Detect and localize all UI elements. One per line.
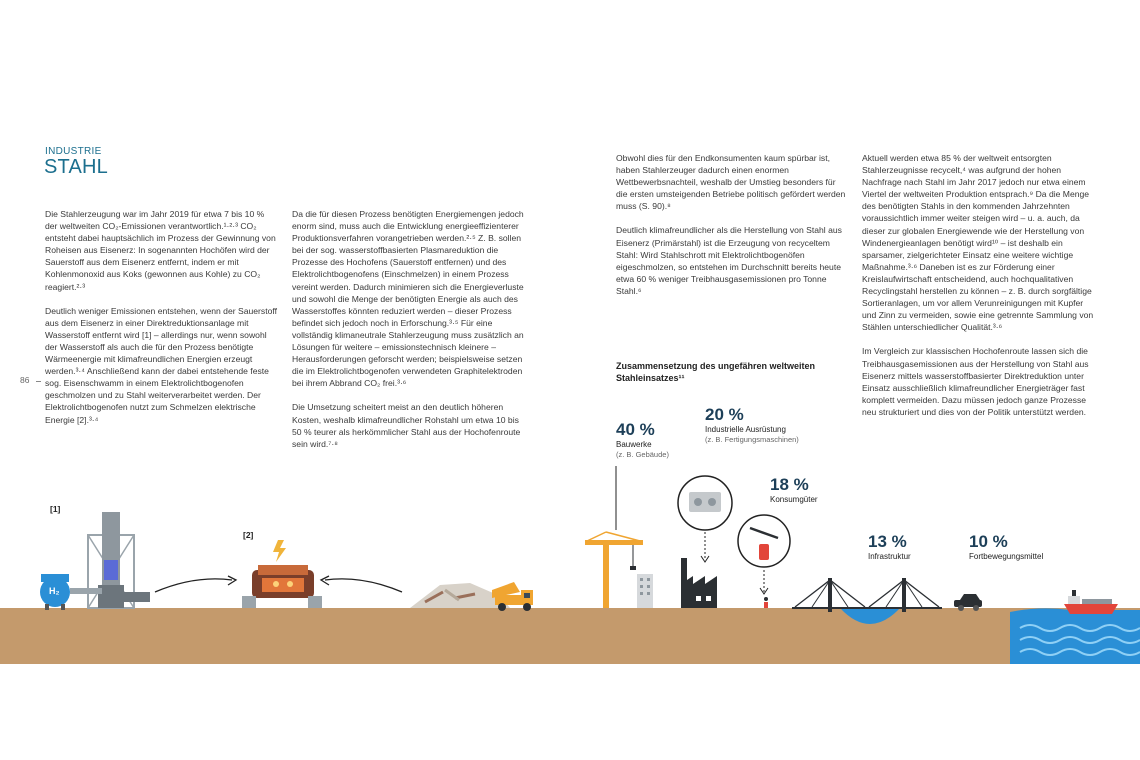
dump-truck-icon bbox=[492, 582, 533, 611]
segment-percent: 13 % bbox=[868, 532, 907, 551]
consumer-goods-callout-icon bbox=[738, 515, 790, 567]
paragraph: Deutlich klimafreundlicher als die Herstellung von Stahl aus Eisenerz (Primärstahl) ist die Erzeugung von recyceltem Stahl: Wird Stahlschrott mit Elektrolichtbogenöfen eigeschmolzen, so entstehen im Durchschnitt bereits heute etwa 60 % weniger Treibhausgasemissionen pro Tonne Stahl.⁶ bbox=[616, 225, 842, 296]
direct-reduction-plant-icon bbox=[70, 512, 150, 608]
paragraph: Deutlich weniger Emissionen entstehen, wenn der Sauerstoff aus dem Eisenerz in einer Direktreduktionsanlage mit Wasserstoff entfernt wird [1] – allerdings nur, wenn sowohl der Wasserstoff als auch die für den Prozess benötigte Wärmeenergie mit klimafreundlichen Energien erzeugt werden.³·⁴ Anschließend kann der dabei entstehende feste sog. Eisenschwamm in einem Elektrolichtbogenofen geschmolzen und zu Stahl weiterverarbeitet werden. Der Elektrolichtbogenofen nutzt zum Schmelzen elektrische Energie [2].³·⁴ bbox=[45, 305, 278, 425]
paragraph: Da die für diesen Prozess benötigten Energiemengen jedoch enorm sind, muss auch die Entwicklung energieeffizienterer Produktionsverfahren vorangetrieben werden.²·⁵ Z. B. sollen bei der sog. wasserstoffbasierten Plasmareduktion die Prozesse des Hochofens (Sauerstoff entfernen) und des Elektrolichtbogenofens (Einschmelzen) in einem Prozess vereint werden. Dadurch minimieren sich die Energieverluste und sowohl die Menge der benötigten Energie als auch des Wasserstoffes könnten reduziert werden – dieser Prozess befindet sich jedoch noch in Erforschung.³·⁵ Für eine vollständig klimaneutrale Stahlerzeugung muss zusätzlich an Lösungen für weitere – emissionstechnisch kleinere – Herausforderungen geforscht werden; beispielsweise setzen die im Elektrolichtbogenofen verwendeten Graphitelektroden bei ihrem Abbrand CO₂ frei.³·⁶ bbox=[292, 209, 524, 389]
page-number: 86 bbox=[20, 375, 30, 385]
process-arrow bbox=[321, 576, 402, 592]
section-kicker: INDUSTRIE bbox=[45, 146, 102, 157]
building-icon bbox=[637, 574, 653, 608]
segment-sublabel: (z. B. Gebäude) bbox=[616, 450, 669, 459]
machinery-callout-icon bbox=[678, 476, 732, 530]
construction-crane-icon bbox=[585, 532, 643, 608]
paragraph: Obwohl dies für den Endkonsumenten kaum spürbar ist, haben Stahlerzeuger dadurch einen enormen Wettbewerbsnachteil, weshalb der Umstieg besonders für die ersten umsteigenden Betriebe politisch gefördert werden muss (S. 90).⁸ bbox=[616, 153, 846, 212]
segment-industrial-equipment bbox=[705, 405, 799, 445]
segment-sublabel: (z. B. Fertigungsmaschinen) bbox=[705, 435, 799, 444]
segment-percent: 10 % bbox=[969, 532, 1008, 551]
segment-label: Konsumgüter bbox=[770, 495, 818, 504]
ship-icon bbox=[1064, 590, 1118, 614]
marker-2-label: [2] bbox=[243, 530, 254, 540]
segment-percent: 40 % bbox=[616, 420, 655, 439]
page-title: STAHL bbox=[44, 156, 108, 178]
person-icon bbox=[764, 597, 768, 608]
segment-consumer-goods bbox=[770, 475, 818, 505]
marker-1-label: [1] bbox=[50, 504, 61, 514]
segment-construction bbox=[616, 420, 669, 460]
segment-label: Bauwerke bbox=[616, 440, 652, 449]
paragraph: Aktuell werden etwa 85 % der weltweit entsorgten Stahlerzeugnisse recycelt,⁴ was aufgrund der hohen Nachfrage nach Stahl im Jahr 2017 jedoch nur etwa einem Viertel der weltweiten Produktion entsprach.⁹ Da die Menge des benötigten Stahls in den kommenden Jahrzehnten voraussichtlich immer weiter steigen wird – u. a. auch, da dieser zur globalen Energiewende wie der Herstellung von Windenergieanlagen benötigt wird¹⁰ – ist deshalb ein sparsamer, zielgerichteter Einsatz eine weitere wichtige Maßnahme.³·⁶ Daneben ist es zur Förderung einer Kreislaufwirtschaft entscheidend, auch hochqualitativen Recyclingstahl herstellen zu können – z. B. durch sorgfältige Sortieranlagen, um vor allem Verunreinigungen mit Kupfer und Zinn zu vermeiden, sowie eine getrennte Sammlung von Stählen unterschiedlicher Qualität.³·⁶ bbox=[862, 153, 1094, 333]
segment-label: Fortbewegungsmittel bbox=[969, 552, 1044, 561]
segment-transport bbox=[969, 532, 1043, 562]
factory-icon bbox=[681, 558, 717, 608]
paragraph: Im Vergleich zur klassischen Hochofenroute lassen sich die Treibhausgasemissionen aus der Herstellung von Stahl aus Eisenerz mittels wasserstoffbasierter Direktreduktion unter Einsatz ausschließlich klimafreundlicher Energieträger fast komplett vermeiden. Dazu müssen jedoch ganze Prozesse neu strukturiert und dies von der Politik unterstützt werden. bbox=[862, 346, 1089, 417]
ground bbox=[0, 608, 1140, 664]
segment-percent: 18 % bbox=[770, 475, 809, 494]
segment-label: Industrielle Ausrüstung bbox=[705, 425, 786, 434]
figure-title: Zusammensetzung des ungefähren weltweiten Stahleinsatzes¹¹ bbox=[616, 361, 816, 383]
segment-infrastructure bbox=[868, 532, 911, 562]
segment-label: Infrastruktur bbox=[868, 552, 911, 561]
paragraph: Die Umsetzung scheitert meist an den deutlich höheren Kosten, weshalb klimafreundlicher Rohstahl um etwa 10 bis 50 % teurer als herkömmlicher Stahl aus der Hochofenroute sein wird.⁷·⁸ bbox=[292, 402, 521, 449]
electric-arc-furnace-icon bbox=[242, 540, 322, 608]
hydrogen-label: H₂ bbox=[49, 586, 60, 596]
paragraph: Die Stahlerzeugung war im Jahr 2019 für etwa 7 bis 10 % der weltweiten CO₂-Emissionen verantwortlich.¹·²·³ CO₂ entsteht dabei hauptsächlich im Prozess der Gewinnung von Roheisen aus Eisenerz: In sogenannten Hochöfen wird der Sauerstoff aus dem Eisenerz entfernt, indem er mit Kohlenmonoxid aus Koks (gewonnen aus Kohle) zu CO₂ reagiert.²·³ bbox=[45, 209, 276, 292]
process-arrow bbox=[155, 576, 236, 592]
segment-percent: 20 % bbox=[705, 405, 744, 424]
